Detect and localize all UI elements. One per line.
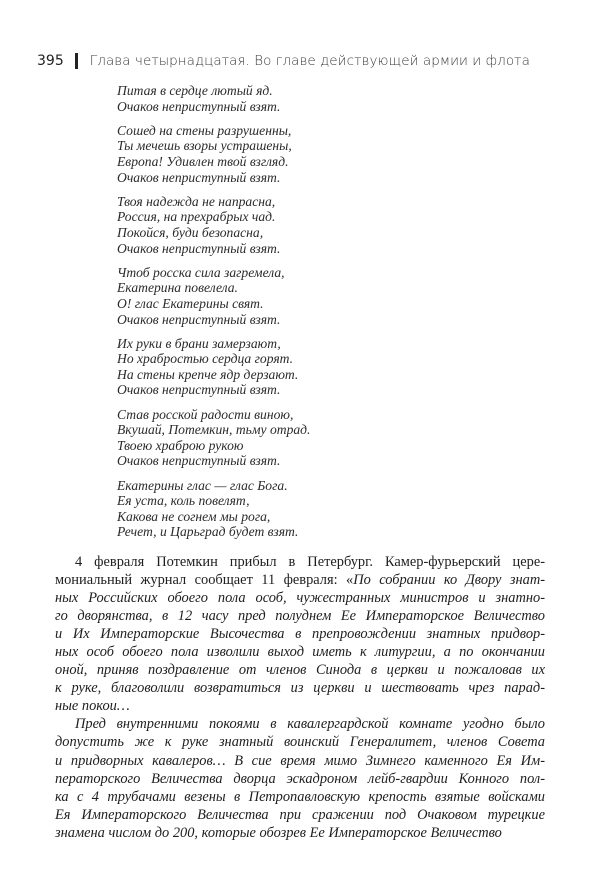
- poem-stanza: [117, 194, 310, 256]
- poem-line: Твоею храброю рукою: [117, 437, 244, 453]
- poem-line: На стены крепче ядр дерзают.: [117, 366, 299, 382]
- poem-stanza: [117, 407, 310, 469]
- poem-line: Очаков неприступный взят.: [117, 453, 281, 469]
- chapter-title: Глава четырнадцатая. Во главе действующей армии и флота: [89, 53, 530, 69]
- poem-stanza: [117, 336, 310, 398]
- italic-quote-text: к руке, благоволили возвратиться из церкви и шествовать чрез парад-: [55, 680, 545, 697]
- paragraph: [55, 553, 545, 715]
- poem-line: Очаков неприступный взят.: [117, 240, 281, 256]
- italic-quote-text: и придворных кавалеров… В сие время мимо Зимнего каменного Ея Им-: [55, 752, 545, 769]
- italic-quote-text: ператорского Величества дворца эскадроном лейб-гвардии Конного пол-: [55, 770, 545, 787]
- text-line: [55, 679, 545, 697]
- poem-line: Став росской радости виною,: [117, 406, 294, 422]
- italic-quote-text: Пред внутренними покоями в кавалергардской комнате угодно было: [75, 716, 545, 733]
- italic-quote-text: оной, приняв поздравление от членов Синода в церкви и пожаловав их: [55, 662, 545, 679]
- text-line: [55, 752, 545, 770]
- roman-text: 4 февраля Потемкин прибыл в Петербург. Камер-фурьерский цере-: [75, 554, 545, 570]
- poem: [117, 83, 310, 549]
- poem-line: Покойся, буди безопасна,: [117, 224, 264, 240]
- poem-line: Сошед на стены разрушенны,: [117, 122, 292, 138]
- italic-quote-text: знамена числом до 200, которые обозрев Ее Императорское Величество: [55, 824, 502, 841]
- text-line: [55, 770, 545, 788]
- poem-stanza: [117, 83, 310, 114]
- poem-line: Екатерина повелела.: [117, 280, 238, 296]
- poem-line: Очаков неприступный взят.: [117, 382, 281, 398]
- italic-quote-text: ных особ обоего пола изволили выход иметь к литургии, а по окончании: [55, 644, 545, 661]
- poem-line: Питая в сердце лютый яд.: [117, 83, 273, 98]
- italic-quote-text: ные покои…: [55, 698, 130, 715]
- poem-line: Чтоб росска сила загремела,: [117, 264, 285, 280]
- poem-line: Ты мечешь взоры устрашены,: [117, 138, 292, 154]
- header-divider: [75, 53, 78, 69]
- roman-text: мониальный журнал сообщает 11 февраля: «: [55, 572, 354, 589]
- poem-stanza: [117, 265, 310, 327]
- italic-quote-text: Ея Императорского Величества при сражении под Очаковом турецкие: [55, 806, 545, 823]
- poem-line: Вкушай, Потемкин, тьму отрад.: [117, 422, 311, 438]
- text-line: [55, 806, 545, 824]
- poem-line: Их руки в брани замерзают,: [117, 335, 281, 351]
- italic-quote-text: ных Российских обоего пола особ, чужестранных министров и знатно-: [55, 590, 545, 607]
- italic-quote-text: го дворянства, в 12 часу пред полуднем Ее Императорское Величество: [55, 608, 545, 625]
- poem-line: Какова не согнем мы рога,: [117, 508, 271, 524]
- text-line: [55, 824, 545, 842]
- page-number: 395: [37, 53, 64, 69]
- text-line: [55, 661, 545, 679]
- italic-quote-text: ка с 4 трубачами везены в Петропавловскую крепость взятые войсками: [55, 788, 545, 805]
- poem-line: Европа! Удивлен твой взгляд.: [117, 153, 289, 169]
- italic-quote-text: По собрании ко Двору знат-: [353, 572, 545, 589]
- prose-body: [55, 553, 545, 842]
- text-line: [55, 733, 545, 751]
- text-line: [55, 589, 545, 607]
- poem-line: Очаков неприступный взят.: [117, 311, 281, 327]
- poem-stanza: [117, 123, 310, 185]
- poem-line: Екатерины глас — глас Бога.: [117, 477, 288, 493]
- text-line: [55, 625, 545, 643]
- poem-stanza: [117, 478, 310, 540]
- poem-line: Очаков неприступный взят.: [117, 169, 281, 185]
- text-line: [55, 715, 545, 733]
- paragraph: [55, 715, 545, 841]
- italic-quote-text: и Их Императорские Высочества в препровождении знатных придвор-: [55, 626, 545, 643]
- text-line: [55, 571, 545, 589]
- running-header: [37, 51, 530, 71]
- poem-line: Но храбростью сердца горят.: [117, 351, 294, 367]
- poem-line: О! глас Екатерины свят.: [117, 295, 264, 311]
- poem-line: Россия, на прехрабрых чад.: [117, 209, 276, 225]
- text-line: [55, 607, 545, 625]
- text-line: [55, 697, 545, 715]
- poem-line: Твоя надежда не напрасна,: [117, 193, 276, 209]
- poem-line: Речет, и Царьград будет взят.: [117, 524, 299, 540]
- text-line: [55, 788, 545, 806]
- italic-quote-text: допустить же к руке знатный воинский Генералитет, членов Совета: [55, 734, 545, 751]
- text-line: [55, 643, 545, 661]
- poem-line: Очаков неприступный взят.: [117, 98, 281, 114]
- poem-line: Ея уста, коль повелят,: [117, 493, 250, 509]
- text-line: [55, 553, 545, 571]
